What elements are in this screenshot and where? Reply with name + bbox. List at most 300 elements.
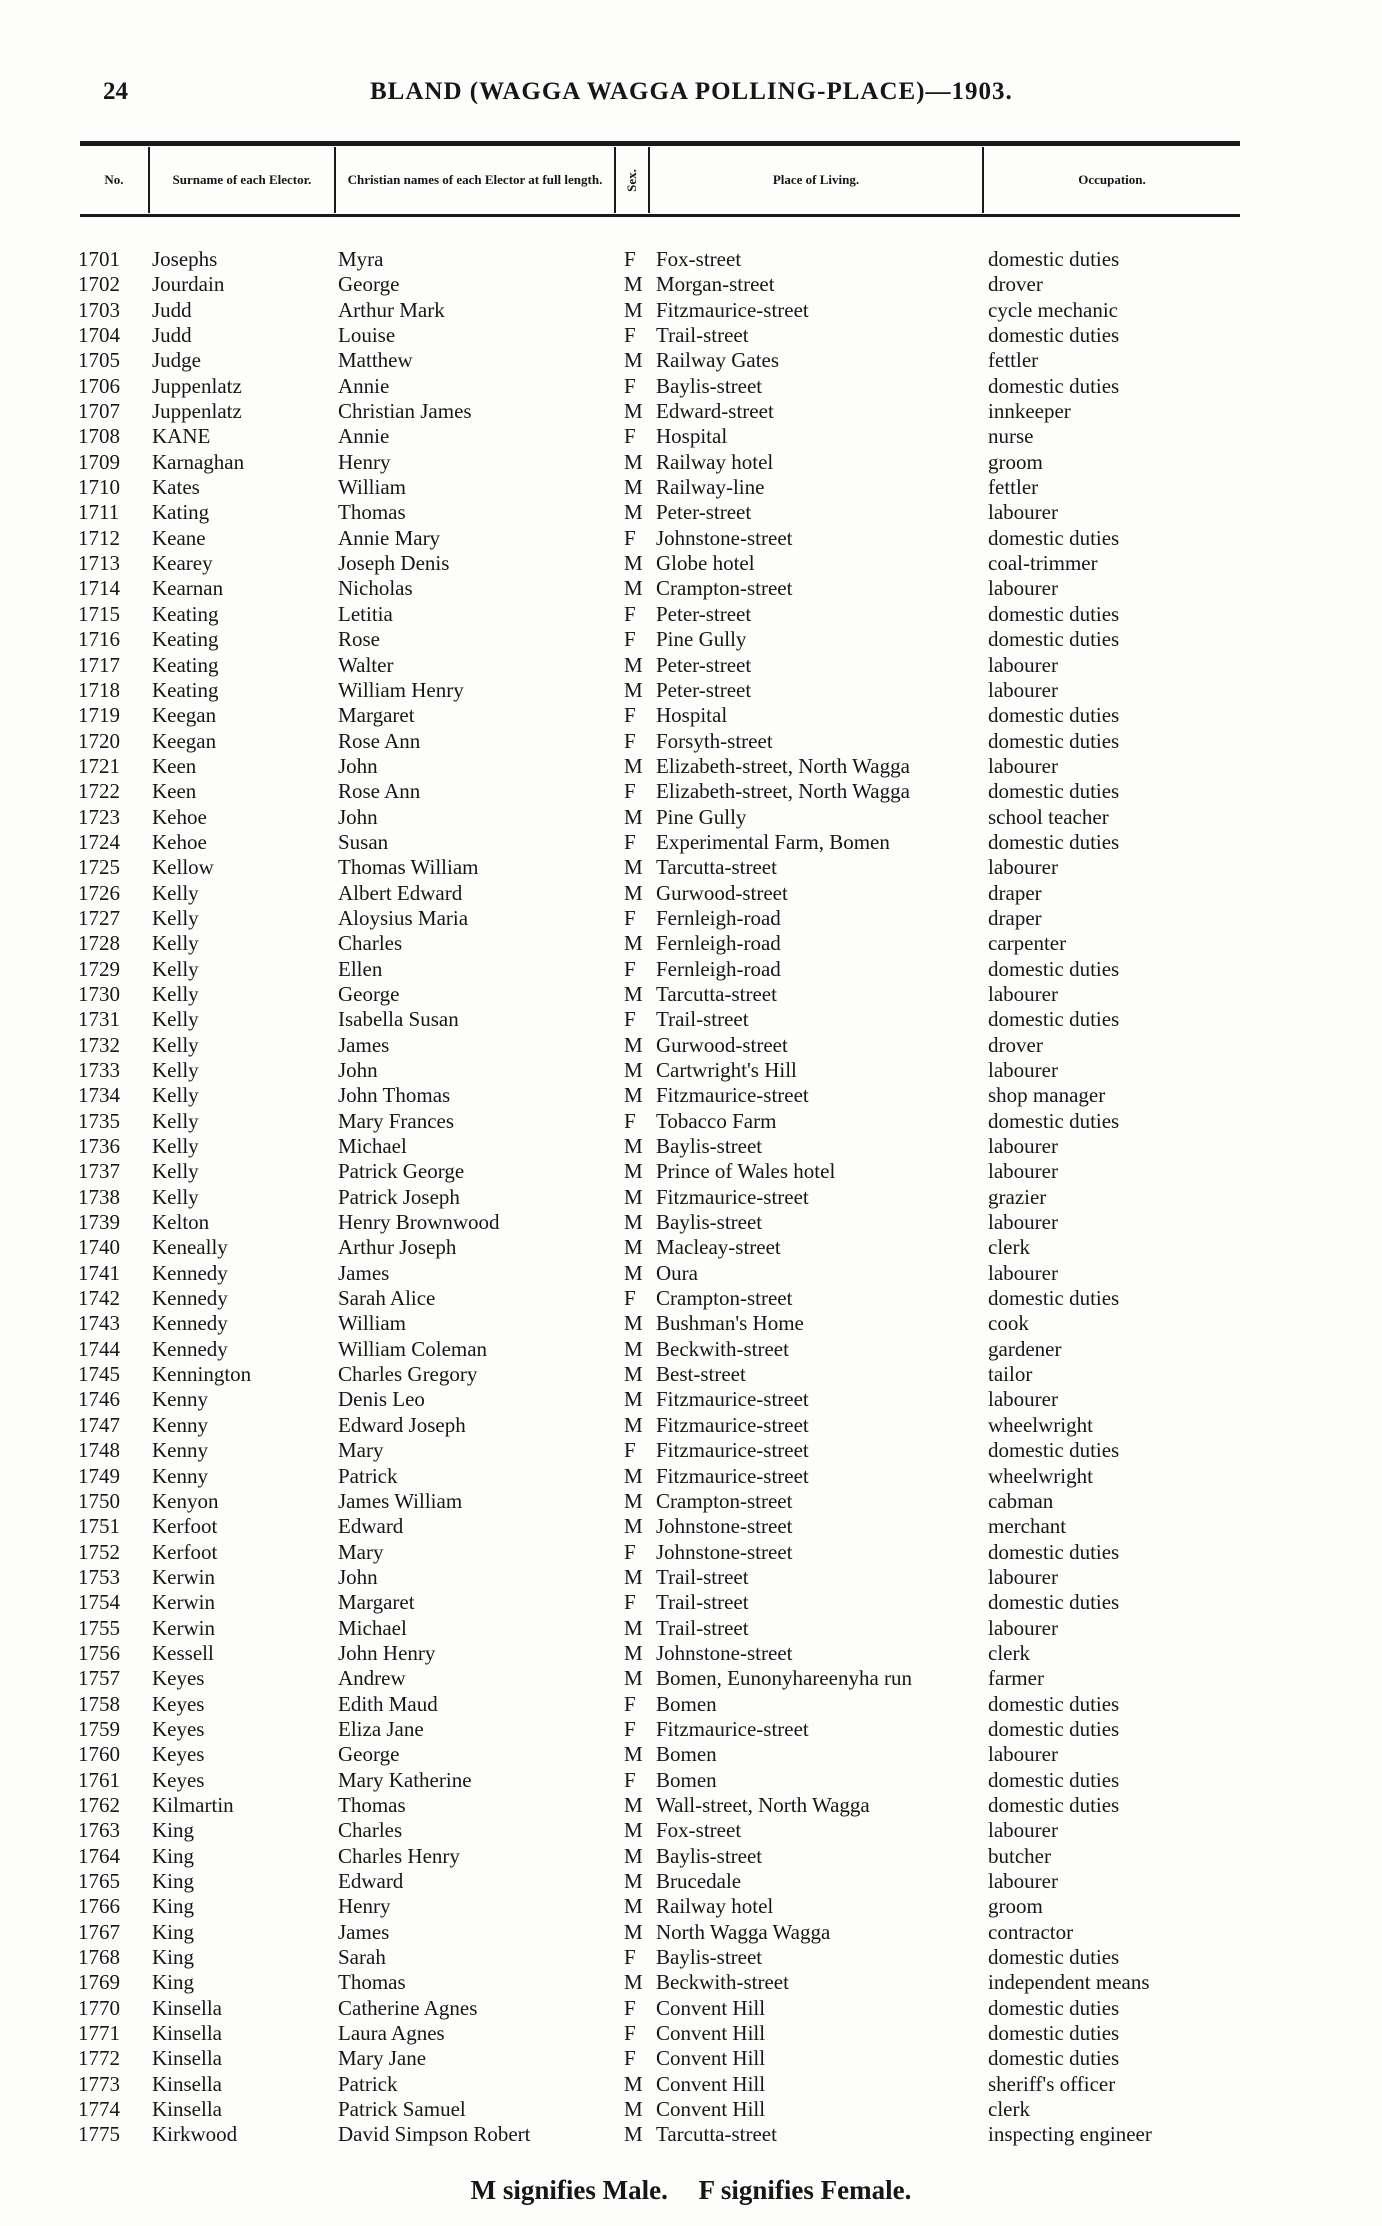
elector-christian-names: John bbox=[338, 753, 378, 778]
table-row bbox=[0, 754, 1382, 779]
elector-christian-names: William Henry bbox=[338, 677, 464, 702]
elector-surname: Kerwin bbox=[152, 1590, 215, 1615]
elector-christian-names: James bbox=[338, 1260, 390, 1285]
elector-christian-names: Edward Joseph bbox=[338, 1412, 466, 1437]
elector-surname: Juppenlatz bbox=[152, 373, 242, 398]
elector-place: Beckwith-street bbox=[656, 1336, 789, 1361]
elector-place: Tarcutta-street bbox=[656, 2122, 777, 2147]
elector-christian-names: Patrick George bbox=[338, 1159, 465, 1184]
elector-sex: F bbox=[624, 1767, 636, 1792]
elector-occupation: domestic duties bbox=[988, 1691, 1120, 1716]
table-row bbox=[0, 1210, 1382, 1235]
elector-sex: M bbox=[624, 297, 643, 322]
elector-place: North Wagga Wagga bbox=[656, 1919, 831, 1944]
elector-number: 1760 bbox=[78, 1742, 120, 1767]
elector-surname: Kelly bbox=[152, 1007, 199, 1032]
elector-place: Convent Hill bbox=[656, 2021, 766, 2046]
elector-christian-names: Sarah bbox=[338, 1945, 386, 1970]
elector-christian-names: Annie Mary bbox=[338, 525, 441, 550]
table-row bbox=[0, 1894, 1382, 1919]
elector-sex: F bbox=[624, 424, 636, 449]
elector-place: Convent Hill bbox=[656, 2097, 766, 2122]
elector-place: Johnstone-street bbox=[656, 1514, 793, 1539]
elector-sex: F bbox=[624, 1691, 636, 1716]
table-row bbox=[0, 1945, 1382, 1970]
elector-christian-names: Patrick Samuel bbox=[338, 2097, 466, 2122]
elector-sex: F bbox=[624, 956, 636, 981]
elector-occupation: domestic duties bbox=[988, 601, 1120, 626]
elector-sex: M bbox=[624, 1362, 643, 1387]
table-row bbox=[0, 1869, 1382, 1894]
table-row bbox=[0, 1464, 1382, 1489]
table-row bbox=[0, 1413, 1382, 1438]
elector-number: 1765 bbox=[78, 1869, 120, 1893]
elector-number: 1726 bbox=[78, 880, 120, 905]
elector-number: 1740 bbox=[78, 1235, 120, 1260]
elector-christian-names: Patrick Joseph bbox=[338, 1184, 460, 1209]
table-row bbox=[0, 450, 1382, 475]
table-row bbox=[0, 855, 1382, 880]
elector-sex: M bbox=[624, 449, 643, 474]
elector-number: 1770 bbox=[78, 1995, 120, 2020]
elector-number: 1742 bbox=[78, 1286, 120, 1311]
elector-sex: F bbox=[624, 1286, 636, 1311]
elector-christian-names: Mary Jane bbox=[338, 2046, 427, 2071]
table-row bbox=[0, 551, 1382, 576]
elector-place: Fernleigh-road bbox=[656, 931, 781, 956]
elector-number: 1718 bbox=[78, 677, 120, 702]
elector-number: 1708 bbox=[78, 424, 120, 449]
elector-christian-names: Nicholas bbox=[338, 576, 413, 601]
elector-place: Baylis-street bbox=[656, 1210, 763, 1235]
elector-christian-names: William bbox=[338, 475, 406, 500]
legend-male: M signifies Male. bbox=[470, 2175, 668, 2205]
elector-occupation: domestic duties bbox=[988, 2046, 1120, 2071]
elector-sex: M bbox=[624, 1894, 643, 1919]
elector-surname: Kenny bbox=[152, 1412, 208, 1437]
table-row bbox=[0, 2046, 1382, 2071]
elector-surname: Kates bbox=[152, 475, 200, 500]
elector-occupation: labourer bbox=[988, 1260, 1058, 1285]
elector-christian-names: Mary bbox=[338, 1539, 384, 1564]
elector-sex: M bbox=[624, 2071, 643, 2096]
elector-place: Fox-street bbox=[656, 1818, 742, 1843]
elector-occupation: independent means bbox=[988, 1970, 1150, 1995]
elector-number: 1714 bbox=[78, 576, 120, 601]
elector-sex: F bbox=[624, 247, 636, 271]
elector-sex: M bbox=[624, 1032, 643, 1057]
elector-place: Tobacco Farm bbox=[656, 1108, 777, 1133]
elector-surname: Kelly bbox=[152, 1134, 199, 1159]
elector-surname: Kehoe bbox=[152, 829, 207, 854]
elector-christian-names: William bbox=[338, 1311, 406, 1336]
elector-number: 1766 bbox=[78, 1894, 120, 1919]
table-row bbox=[0, 779, 1382, 804]
elector-sex: M bbox=[624, 1792, 643, 1817]
elector-occupation: butcher bbox=[988, 1843, 1051, 1868]
table-row bbox=[0, 272, 1382, 297]
elector-number: 1764 bbox=[78, 1843, 120, 1868]
elector-occupation: labourer bbox=[988, 652, 1058, 677]
elector-number: 1768 bbox=[78, 1945, 120, 1970]
elector-occupation: merchant bbox=[988, 1514, 1067, 1539]
elector-number: 1729 bbox=[78, 956, 120, 981]
elector-number: 1722 bbox=[78, 779, 120, 804]
elector-surname: Kerfoot bbox=[152, 1514, 218, 1539]
table-row bbox=[0, 1083, 1382, 1108]
elector-occupation: fettler bbox=[988, 348, 1039, 373]
elector-occupation: tailor bbox=[988, 1362, 1033, 1387]
elector-christian-names: Isabella Susan bbox=[338, 1007, 459, 1032]
elector-surname: Kerwin bbox=[152, 1564, 215, 1589]
elector-number: 1732 bbox=[78, 1032, 120, 1057]
elector-surname: Keating bbox=[152, 652, 219, 677]
elector-number: 1728 bbox=[78, 931, 120, 956]
elector-sex: F bbox=[624, 373, 636, 398]
table-row bbox=[0, 729, 1382, 754]
elector-place: Gurwood-street bbox=[656, 1032, 788, 1057]
elector-occupation: clerk bbox=[988, 2097, 1030, 2122]
elector-christian-names: Aloysius Maria bbox=[338, 905, 469, 930]
elector-sex: M bbox=[624, 1742, 643, 1767]
elector-place: Convent Hill bbox=[656, 1995, 766, 2020]
elector-sex: M bbox=[624, 1463, 643, 1488]
elector-christian-names: John bbox=[338, 1058, 378, 1082]
table-row bbox=[0, 1387, 1382, 1412]
elector-surname: Kelly bbox=[152, 931, 199, 956]
table-row bbox=[0, 475, 1382, 500]
elector-place: Bomen, Eunonyhareenyha run bbox=[656, 1666, 913, 1691]
elector-place: Convent Hill bbox=[656, 2071, 766, 2096]
table-row bbox=[0, 830, 1382, 855]
elector-place: Fitzmaurice-street bbox=[656, 1387, 809, 1412]
table-row bbox=[0, 247, 1382, 272]
elector-sex: F bbox=[624, 1438, 636, 1463]
elector-christian-names: John bbox=[338, 804, 378, 829]
elector-occupation: innkeeper bbox=[988, 399, 1071, 424]
elector-surname: Judd bbox=[152, 323, 192, 348]
elector-sex: M bbox=[624, 1843, 643, 1868]
elector-occupation: labourer bbox=[988, 1159, 1058, 1184]
elector-occupation: labourer bbox=[988, 1742, 1058, 1767]
elector-place: Trail-street bbox=[656, 1590, 749, 1615]
elector-place: Baylis-street bbox=[656, 1134, 763, 1159]
elector-sex: M bbox=[624, 804, 643, 829]
elector-number: 1701 bbox=[78, 247, 120, 271]
table-row bbox=[0, 1717, 1382, 1742]
elector-number: 1704 bbox=[78, 323, 120, 348]
elector-surname: Keating bbox=[152, 627, 219, 652]
elector-number: 1702 bbox=[78, 272, 120, 297]
elector-number: 1746 bbox=[78, 1387, 120, 1412]
elector-sex: M bbox=[624, 1184, 643, 1209]
column-header-sex-label: Sex. bbox=[623, 168, 639, 192]
elector-occupation: domestic duties bbox=[988, 1590, 1120, 1615]
elector-place: Pine Gully bbox=[656, 627, 747, 652]
elector-surname: Kating bbox=[152, 500, 210, 525]
elector-sex: F bbox=[624, 1945, 636, 1970]
elector-sex: M bbox=[624, 1083, 643, 1108]
elector-sex: M bbox=[624, 475, 643, 500]
elector-number: 1703 bbox=[78, 297, 120, 322]
elector-christian-names: Annie bbox=[338, 424, 390, 449]
elector-surname: Kelly bbox=[152, 1032, 199, 1057]
elector-sex: M bbox=[624, 1159, 643, 1184]
table-row bbox=[0, 1159, 1382, 1184]
elector-occupation: labourer bbox=[988, 1058, 1058, 1082]
table-row bbox=[0, 298, 1382, 323]
elector-sex: M bbox=[624, 981, 643, 1006]
elector-place: Baylis-street bbox=[656, 1843, 763, 1868]
table-row bbox=[0, 1514, 1382, 1539]
elector-surname: Kinsella bbox=[152, 2097, 222, 2122]
elector-occupation: domestic duties bbox=[988, 1286, 1120, 1311]
elector-surname: Kelly bbox=[152, 905, 199, 930]
elector-christian-names: Margaret bbox=[338, 703, 415, 728]
elector-occupation: drover bbox=[988, 1032, 1043, 1057]
elector-sex: F bbox=[624, 323, 636, 348]
elector-christian-names: Walter bbox=[338, 652, 394, 677]
elector-place: Peter-street bbox=[656, 652, 752, 677]
table-row bbox=[0, 399, 1382, 424]
table-header-bottom-rule bbox=[80, 214, 1240, 217]
table-row bbox=[0, 1362, 1382, 1387]
elector-surname: Kelly bbox=[152, 956, 199, 981]
table-row bbox=[0, 1311, 1382, 1336]
elector-sex: M bbox=[624, 1134, 643, 1159]
elector-christian-names: Catherine Agnes bbox=[338, 1995, 478, 2020]
table-row bbox=[0, 1920, 1382, 1945]
elector-place: Baylis-street bbox=[656, 373, 763, 398]
elector-sex: F bbox=[624, 1590, 636, 1615]
table-row bbox=[0, 323, 1382, 348]
elector-occupation: domestic duties bbox=[988, 956, 1120, 981]
elector-surname: Kenny bbox=[152, 1463, 208, 1488]
elector-occupation: domestic duties bbox=[988, 373, 1120, 398]
elector-sex: M bbox=[624, 1058, 643, 1082]
table-top-rule bbox=[80, 141, 1240, 146]
elector-surname: Kehoe bbox=[152, 804, 207, 829]
elector-number: 1747 bbox=[78, 1412, 120, 1437]
elector-occupation: clerk bbox=[988, 1235, 1030, 1260]
elector-sex: M bbox=[624, 1235, 643, 1260]
elector-sex: M bbox=[624, 576, 643, 601]
elector-number: 1751 bbox=[78, 1514, 120, 1539]
elector-christian-names: George bbox=[338, 272, 400, 297]
elector-christian-names: Patrick bbox=[338, 1463, 398, 1488]
elector-number: 1717 bbox=[78, 652, 120, 677]
elector-surname: Kenny bbox=[152, 1387, 208, 1412]
elector-christian-names: Susan bbox=[338, 829, 389, 854]
elector-occupation: labourer bbox=[988, 981, 1058, 1006]
elector-surname: Kelly bbox=[152, 1159, 199, 1184]
column-header-surname: Surname of each Elector. bbox=[172, 171, 312, 187]
elector-christian-names: William Coleman bbox=[338, 1336, 488, 1361]
elector-place: Johnstone-street bbox=[656, 1539, 793, 1564]
elector-surname: Kelly bbox=[152, 880, 199, 905]
elector-occupation: cycle mechanic bbox=[988, 297, 1118, 322]
elector-christian-names: Joseph Denis bbox=[338, 551, 450, 576]
elector-number: 1763 bbox=[78, 1818, 120, 1843]
elector-place: Beckwith-street bbox=[656, 1970, 789, 1995]
elector-occupation: shop manager bbox=[988, 1083, 1106, 1108]
table-row bbox=[0, 1185, 1382, 1210]
table-row bbox=[0, 653, 1382, 678]
elector-place: Fitzmaurice-street bbox=[656, 1412, 809, 1437]
table-row bbox=[0, 526, 1382, 551]
table-row bbox=[0, 2122, 1382, 2147]
elector-occupation: domestic duties bbox=[988, 728, 1120, 753]
table-row bbox=[0, 1286, 1382, 1311]
elector-christian-names: Mary bbox=[338, 1438, 384, 1463]
elector-place: Fitzmaurice-street bbox=[656, 1463, 809, 1488]
elector-place: Convent Hill bbox=[656, 2046, 766, 2071]
elector-occupation: fettler bbox=[988, 475, 1039, 500]
elector-christian-names: Thomas bbox=[338, 1792, 406, 1817]
elector-number: 1750 bbox=[78, 1488, 120, 1513]
elector-occupation: domestic duties bbox=[988, 2021, 1120, 2046]
table-row bbox=[0, 576, 1382, 601]
elector-christian-names: Arthur Joseph bbox=[338, 1235, 457, 1260]
table-row bbox=[0, 1540, 1382, 1565]
elector-sex: F bbox=[624, 1007, 636, 1032]
elector-place: Prince of Wales hotel bbox=[656, 1159, 836, 1184]
elector-sex: M bbox=[624, 272, 643, 297]
elector-place: Fernleigh-road bbox=[656, 956, 781, 981]
elector-surname: Keyes bbox=[152, 1742, 205, 1767]
table-row bbox=[0, 1844, 1382, 1869]
elector-christian-names: Myra bbox=[338, 247, 384, 271]
electors-list bbox=[0, 247, 1382, 2148]
elector-sex: M bbox=[624, 2097, 643, 2122]
table-row bbox=[0, 1134, 1382, 1159]
elector-sex: F bbox=[624, 601, 636, 626]
elector-place: Forsyth-street bbox=[656, 728, 773, 753]
elector-surname: Keating bbox=[152, 677, 219, 702]
table-row bbox=[0, 881, 1382, 906]
elector-sex: F bbox=[624, 627, 636, 652]
elector-occupation: coal-trimmer bbox=[988, 551, 1098, 576]
elector-surname: Kinsella bbox=[152, 2071, 222, 2096]
elector-number: 1712 bbox=[78, 525, 120, 550]
elector-sex: M bbox=[624, 399, 643, 424]
elector-surname: Kennedy bbox=[152, 1336, 228, 1361]
elector-number: 1736 bbox=[78, 1134, 120, 1159]
table-row bbox=[0, 805, 1382, 830]
elector-surname: Kennedy bbox=[152, 1260, 228, 1285]
elector-sex: M bbox=[624, 753, 643, 778]
elector-christian-names: Charles Gregory bbox=[338, 1362, 478, 1387]
elector-place: Peter-street bbox=[656, 677, 752, 702]
elector-place: Hospital bbox=[656, 424, 728, 449]
elector-surname: Josephs bbox=[152, 247, 218, 271]
page-header bbox=[0, 78, 1382, 118]
table-row bbox=[0, 1007, 1382, 1032]
elector-number: 1757 bbox=[78, 1666, 120, 1691]
elector-sex: M bbox=[624, 348, 643, 373]
elector-place: Crampton-street bbox=[656, 1286, 793, 1311]
elector-sex: F bbox=[624, 728, 636, 753]
elector-place: Railway hotel bbox=[656, 1894, 774, 1919]
elector-number: 1711 bbox=[78, 500, 120, 525]
elector-sex: F bbox=[624, 703, 636, 728]
elector-christian-names: Henry bbox=[338, 1894, 391, 1919]
table-row bbox=[0, 1489, 1382, 1514]
elector-surname: Kearey bbox=[152, 551, 213, 576]
elector-number: 1723 bbox=[78, 804, 120, 829]
elector-place: Johnstone-street bbox=[656, 525, 793, 550]
elector-number: 1739 bbox=[78, 1210, 120, 1235]
elector-christian-names: Mary Katherine bbox=[338, 1767, 472, 1792]
elector-number: 1707 bbox=[78, 399, 120, 424]
elector-surname: Kinsella bbox=[152, 2021, 222, 2046]
elector-christian-names: Andrew bbox=[338, 1666, 406, 1691]
column-header-christian-names: Christian names of each Elector at full length. bbox=[347, 171, 603, 187]
elector-sex: M bbox=[624, 1919, 643, 1944]
elector-sex: F bbox=[624, 1995, 636, 2020]
elector-sex: F bbox=[624, 1716, 636, 1741]
elector-surname: Kelton bbox=[152, 1210, 210, 1235]
elector-occupation: labourer bbox=[988, 1564, 1058, 1589]
elector-number: 1709 bbox=[78, 449, 120, 474]
elector-sex: M bbox=[624, 855, 643, 880]
elector-occupation: sheriff's officer bbox=[988, 2071, 1116, 2096]
elector-christian-names: John Henry bbox=[338, 1640, 436, 1665]
elector-number: 1761 bbox=[78, 1767, 120, 1792]
elector-place: Pine Gully bbox=[656, 804, 747, 829]
elector-occupation: domestic duties bbox=[988, 779, 1120, 804]
elector-sex: F bbox=[624, 905, 636, 930]
elector-occupation: groom bbox=[988, 449, 1043, 474]
elector-surname: Keyes bbox=[152, 1691, 205, 1716]
elector-occupation: gardener bbox=[988, 1336, 1062, 1361]
table-row bbox=[0, 627, 1382, 652]
elector-sex: M bbox=[624, 1869, 643, 1893]
elector-occupation: groom bbox=[988, 1894, 1043, 1919]
elector-surname: Keyes bbox=[152, 1666, 205, 1691]
elector-christian-names: Albert Edward bbox=[338, 880, 463, 905]
elector-occupation: labourer bbox=[988, 1615, 1058, 1640]
elector-surname: Kenyon bbox=[152, 1488, 219, 1513]
elector-occupation: labourer bbox=[988, 677, 1058, 702]
elector-occupation: labourer bbox=[988, 1387, 1058, 1412]
table-row bbox=[0, 1818, 1382, 1843]
elector-occupation: clerk bbox=[988, 1640, 1030, 1665]
table-row bbox=[0, 1793, 1382, 1818]
elector-occupation: contractor bbox=[988, 1919, 1074, 1944]
elector-surname: Kelly bbox=[152, 981, 199, 1006]
elector-place: Morgan-street bbox=[656, 272, 775, 297]
elector-occupation: labourer bbox=[988, 500, 1058, 525]
elector-number: 1725 bbox=[78, 855, 120, 880]
elector-number: 1758 bbox=[78, 1691, 120, 1716]
elector-occupation: cabman bbox=[988, 1488, 1054, 1513]
elector-christian-names: Mary Frances bbox=[338, 1108, 455, 1133]
table-row bbox=[0, 982, 1382, 1007]
elector-place: Baylis-street bbox=[656, 1945, 763, 1970]
elector-surname: Keyes bbox=[152, 1716, 205, 1741]
elector-place: Trail-street bbox=[656, 323, 749, 348]
elector-occupation: nurse bbox=[988, 424, 1034, 449]
elector-occupation: draper bbox=[988, 905, 1042, 930]
elector-occupation: draper bbox=[988, 880, 1042, 905]
elector-surname: King bbox=[152, 1869, 194, 1893]
elector-number: 1733 bbox=[78, 1058, 120, 1082]
elector-place: Edward-street bbox=[656, 399, 774, 424]
table-row bbox=[0, 1261, 1382, 1286]
elector-surname: Keen bbox=[152, 753, 197, 778]
elector-surname: Kinsella bbox=[152, 1995, 222, 2020]
